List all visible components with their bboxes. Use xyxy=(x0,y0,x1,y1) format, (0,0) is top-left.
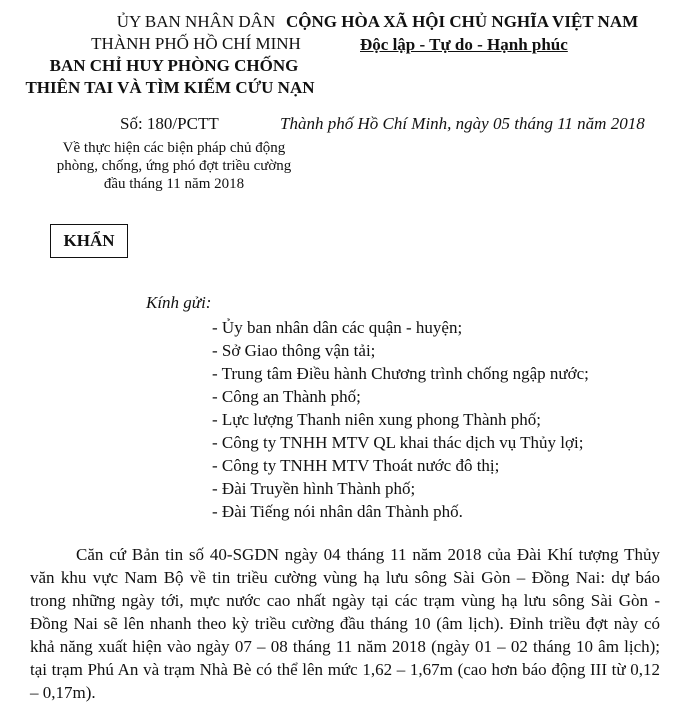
agency-name-line1: BAN CHỈ HUY PHÒNG CHỐNG xyxy=(49,56,299,75)
subject-line3: đầu tháng 11 năm 2018 xyxy=(103,176,245,192)
salutation: Kính gửi: xyxy=(146,293,212,312)
recipient-item: - Đài Truyền hình Thành phố; xyxy=(212,479,416,498)
agency-parent-name: ỦY BAN NHÂN DÂN xyxy=(116,12,276,31)
recipient-item: - Công ty TNHH MTV QL khai thác dịch vụ Thủy lợi; xyxy=(212,433,584,452)
subject-line1: Về thực hiện các biện pháp chủ động xyxy=(62,140,286,156)
recipient-item: - Trung tâm Điều hành Chương trình chống ngập nước; xyxy=(212,364,589,383)
national-title: CỘNG HÒA XÃ HỘI CHỦ NGHĨA VIỆT NAM xyxy=(286,12,639,31)
agency-city-name: THÀNH PHỐ HỒ CHÍ MINH xyxy=(91,34,301,53)
recipient-item: - Sở Giao thông vận tải; xyxy=(212,341,376,360)
recipient-item: - Công ty TNHH MTV Thoát nước đô thị; xyxy=(212,456,500,475)
national-motto: Độc lập - Tự do - Hạnh phúc xyxy=(360,35,568,54)
body-paragraph: Căn cứ Bản tin số 40-SGDN ngày 04 tháng 11 năm 2018 của Đài Khí tượng Thủy văn khu vực Nam Bộ về tin triều cường vùng hạ lưu sông Sài Gòn – Đồng Nai: dự báo trong những ngày tới, mực nước cao nhất ngày tại các trạm vùng hạ lưu sông Sài Gòn - Đồng Nai sẽ lên nhanh theo kỳ triều cường đầu tháng 10 (âm lịch). Đỉnh triều đợt này có khả năng xuất hiện vào ngày 07 – 08 tháng 11 năm 2018 (ngày 01 – 02 tháng 10 âm lịch); tại trạm Phú An và trạm Nhà Bè có thể lên mức 1,62 – 1,67m (cao hơn báo động III từ 0,12 – 0,17m). xyxy=(30,545,660,702)
agency-name-line2: THIÊN TAI VÀ TÌM KIẾM CỨU NẠN xyxy=(25,78,315,97)
document-number: Số: 180/PCTT xyxy=(120,114,219,133)
recipient-item: - Công an Thành phố; xyxy=(212,387,361,406)
recipient-item: - Lực lượng Thanh niên xung phong Thành phố; xyxy=(212,410,541,429)
urgent-label: KHẨN xyxy=(50,224,128,258)
place-and-date: Thành phố Hồ Chí Minh, ngày 05 tháng 11 năm 2018 xyxy=(280,114,645,133)
recipient-item: - Đài Tiếng nói nhân dân Thành phố. xyxy=(212,502,463,521)
recipient-item: - Ủy ban nhân dân các quận - huyện; xyxy=(212,318,463,337)
subject-line2: phòng, chống, ứng phó đợt triều cường xyxy=(56,158,292,174)
recipient-list xyxy=(212,316,589,523)
